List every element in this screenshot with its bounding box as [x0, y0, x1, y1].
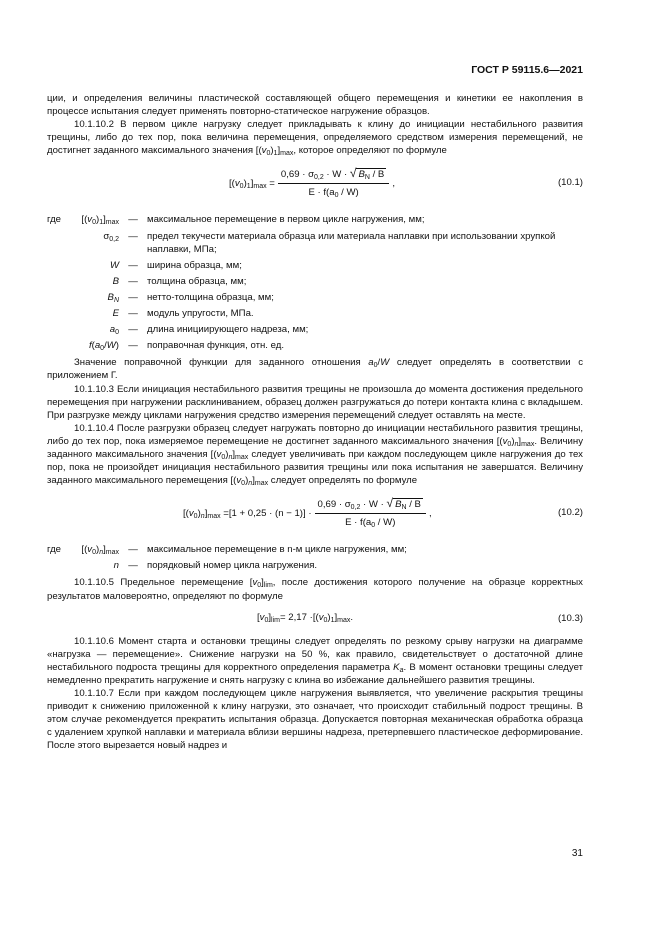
definition-row: E — модуль упругости, МПа.	[112, 308, 254, 320]
paragraph-10-1-10-5: 10.1.10.5 Предельное перемещение $[v_0]_{lim}$, после достижения которого получение на образце корректных результатов маловероятно, определяют по формуле	[47, 577, 583, 602]
equation-number: (10.3)	[557, 612, 583, 624]
formula-lhs: $[(v_0)_n]_{max}$ =	[183, 507, 229, 520]
paragraph-continuation: ции, и определения величины пластической составляющей общего перемещения и кинетики ее накопления в процессе испытания следует применять повторно-статическое нагружение образцов.	[47, 93, 583, 118]
formula-lhs: $[(v_0)_1]_{max}$ =	[229, 177, 275, 190]
definition-row: где $[(v_0)_1]_{max}$ — максимальное перемещение в первом цикле нагружения, мм;	[47, 214, 425, 227]
formula-fraction: $\frac{0,69 \cdot \sigma_{0,2} \cdot W \cdot √ B_N / B}{E \cdot f(a_0 / W)}$	[278, 167, 389, 199]
definitions-list-2	[47, 543, 583, 572]
paragraph-10-1-10-3: 10.1.10.3 Если инициация нестабильного развития трещины не произошла до момента достижения предельного перемещения при нагружении расклиниванием, образец должен разгружаться до потери контакта клина с вкладышем. При разгрузке между циклами нагружения средство измерения перемещений следует оставлять на месте.	[47, 383, 583, 421]
formula-10-3: $[v_0]_{lim}$ = 2,17 · $[(v_0)_1]_{max}$. (10.3)	[257, 612, 583, 625]
definition-row: $a_0$ — длина инициирующего надреза, мм;	[109, 324, 309, 337]
equation-number: (10.2)	[557, 507, 583, 519]
definition-row: $\sigma_{0,2}$ — предел текучести материала образца или материала наплавки при использовании хрупкой наплавки, МПа;	[103, 230, 556, 255]
page-body	[47, 92, 583, 752]
definition-row: B — толщина образца, мм;	[112, 275, 247, 287]
definitions-list	[47, 213, 583, 352]
paragraph-10-1-10-7: 10.1.10.7 Если при каждом последующем цикле нагружения выявляется, что увеличение раскрытия трещины приводит к снижению приложенной к клину нагрузки, это означает, что происходит стабильный подрост трещины. В этом случае рекомендуется прекратить испытания образца. Допускается повторная механическая обработка образца с удалением хрупкой наплавки и материала вблизи вершины надреза, претерпевшего пластическое деформирование. После этого вырезается новый надрез и	[47, 688, 583, 752]
document-header: ГОСТ Р 59115.6—2021	[471, 64, 583, 76]
paragraph-10-1-10-2: 10.1.10.2 В первом цикле нагрузку следует прикладывать к клину до инициации нестабильного развития трещины, либо до тех пор, пока величина перемещения, определяемого средством измерения перемещений, не достигнет заданного максимального значения $[(v_0)_1]_{max}$, которое определяют по формуле	[47, 119, 583, 158]
definition-row: где $[(v_0)_n]_{max}$ — максимальное перемещение в n-м цикле нагружения, мм;	[47, 544, 407, 557]
definition-row: $B_N$ — нетто-толщина образца, мм;	[107, 291, 274, 304]
paragraph-10-1-10-6: 10.1.10.6 Момент старта и остановки трещины следует определять по резкому срыву нагрузки на диаграмме «нагрузка — перемещение». Снижение нагрузки на 50 %, как правило, свидетельствует о достаточной длине нестабильного подроста трещины для корректного определения параметра $K_a$. В момент остановки трещины следует немедленно прекратить нагружение и снять нагрузку с клина во избежание дальнейшего развития трещины.	[47, 635, 583, 686]
definition-row: $f(a_0/W)$ — поправочная функция, отн. ед.	[88, 340, 284, 353]
paragraph-10-1-10-4: 10.1.10.4 После разгрузки образец следует нагружать повторно до инициации нестабильного развития трещины, либо до тех пор, пока измеряемое перемещение не достигнет заданного максимального значения $[(v_0)_n]_{max}$. Величину заданного максимального значения $[(v_0)_n]_{max}$ следует увеличивать при каждом последующем цикле нагружения до тех пор, пока не произойдет инициация нестабильного развития трещины или пока испытания не завершатся. Величину заданного максимального перемещения $[(v_0)_n]_{max}$ следует определять по формуле	[47, 422, 584, 488]
equation-number: (10.1)	[557, 177, 583, 189]
page-number: 31	[571, 848, 583, 859]
definition-row: n — порядковый номер цикла нагружения.	[113, 560, 318, 572]
formula-fraction: $\frac{0,69 \cdot \sigma_{0,2} \cdot W \cdot √ B_N / B}{E \cdot f(a_0 / W)}$	[315, 497, 426, 529]
paragraph-correction-function: Значение поправочной функции для заданного отношения $a_0/W$ следует определять в соответствии с приложением Г.	[47, 357, 583, 382]
formula-10-1: $[(v_0)_1]_{max}$ = $\frac{0,69 \cdot \sigma_{0,2} \cdot W \cdot √ B_N / B}{E \cdot f(a_0 / W)}$ , (10.1)	[229, 166, 583, 200]
formula-10-2: $[(v_0)_n]_{max}$ = [1 + 0,25 · (n − 1)] · $\frac{0,69 \cdot \sigma_{0,2} \cdot W \cdot √ B_N / B}{E \cdot f(a_0 / W)}$ , (10.2)	[183, 496, 583, 530]
definition-row: W — ширина образца, мм;	[109, 259, 242, 271]
